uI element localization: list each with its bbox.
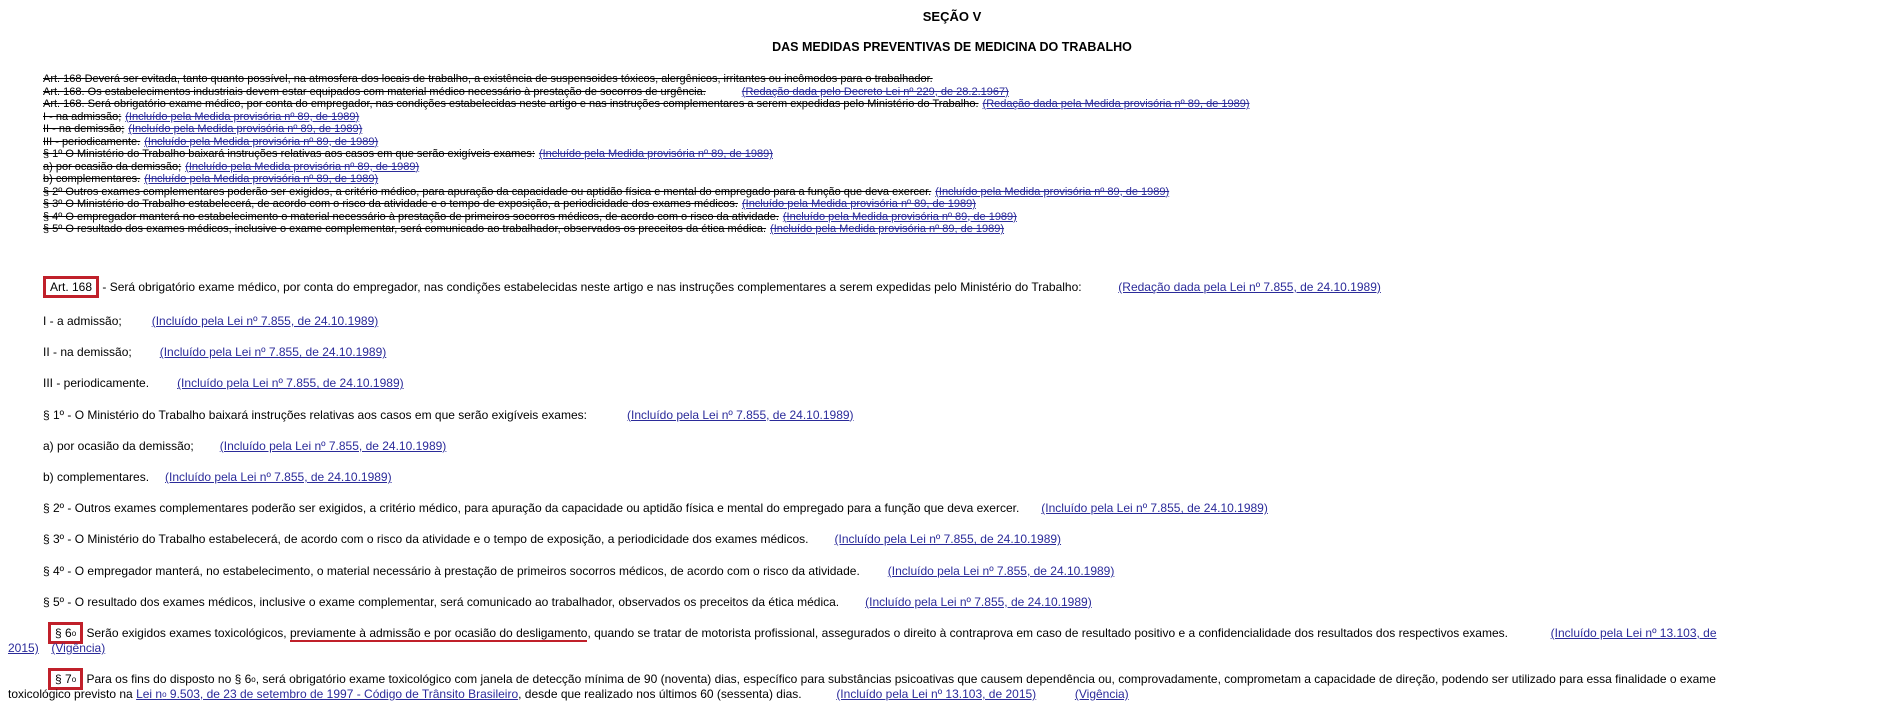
- revoked-text: III - periodicamente.: [43, 135, 141, 148]
- paragraph-6-highlight: previamente à admissão e por ocasião do desligamento: [289, 626, 588, 640]
- revoked-ref-link[interactable]: (Redação dada pelo Decreto Lei nº 229, de 28.2.1967): [741, 85, 1009, 98]
- paragraph-6: [8, 626, 1896, 656]
- revoked-text: Art. 168. Será obrigatório exame médico, por conta do empregador, nas condições estabelecidas neste artigo e nas instruções complementares a serem expedidas pelo Ministério do Trabalho.: [43, 98, 979, 110]
- revoked-text: Art. 168. Os estabelecimentos industriais devem estar equipados com material médico necessário à prestação de socorros de urgência.: [43, 85, 706, 98]
- current-item-text: b) complementares.: [43, 470, 150, 484]
- current-item-ref-link[interactable]: (Incluído pela Lei nº 7.855, de 24.10.1989): [219, 438, 447, 453]
- revoked-text: b) complementares.: [43, 173, 141, 185]
- current-item: [43, 345, 386, 360]
- current-item-text: § 2º - Outros exames complementares poderão ser exigidos, a critério médico, para apuração da capacidade ou aptidão física e mental do empregado para a função que deva exercer.: [43, 501, 1020, 516]
- paragraph-6-ref-link[interactable]: (Incluído pela Lei nº 13.103, de: [1550, 626, 1717, 640]
- paragraph-7-text-a: Para os fins do disposto no § 6: [86, 672, 252, 686]
- current-item-ref-link[interactable]: (Incluído pela Lei nº 7.855, de 24.10.1989): [834, 532, 1062, 547]
- current-item-ref-link[interactable]: (Incluído pela Lei nº 7.855, de 24.10.1989): [887, 563, 1115, 578]
- paragraph-6-text-a: Serão exigidos exames toxicológicos,: [86, 626, 287, 640]
- article-168-label: Art. 168: [43, 276, 99, 298]
- revoked-ref-link[interactable]: (Incluído pela Medida provisória nº 89, de 1989): [770, 223, 1005, 235]
- revoked-text: § 5º O resultado dos exames médicos, inclusive o exame complementar, será comunicado ao trabalhador, observados os preceitos da ética médica.: [43, 223, 767, 235]
- current-item-ref-link[interactable]: (Incluído pela Lei nº 7.855, de 24.10.1989): [151, 314, 379, 328]
- revoked-text: § 4º O empregador manterá no estabelecimento o material necessário à prestação de primeiros socorros médicos, de acordo com o risco da atividade.: [43, 210, 779, 223]
- revoked-text: § 2º Outros exames complementares poderão ser exigidos, a critério médico, para apuração da capacidade ou aptidão física e mental do empregado para a função que deva exercer.: [43, 185, 932, 198]
- revoked-text: § 3º O Ministério do Trabalho estabelecerá, de acordo com o risco da atividade e o tempo de exposição, a periodicidade dos exames médicos.: [43, 198, 738, 210]
- revoked-ref-link[interactable]: (Incluído pela Medida provisória nº 89, de 1989): [144, 135, 379, 148]
- current-item-ref-link[interactable]: (Incluído pela Lei nº 7.855, de 24.10.1989): [626, 407, 854, 422]
- revoked-ref-link[interactable]: (Incluído pela Medida provisória nº 89, de 1989): [935, 185, 1170, 198]
- paragraph-7-text-d: , desde que realizado nos últimos 60 (sessenta) dias.: [518, 687, 802, 701]
- revoked-ref-link[interactable]: (Incluído pela Medida provisória nº 89, de 1989): [782, 210, 1017, 223]
- paragraph-6-label: § 6$^o$: [48, 622, 83, 644]
- article-168-current: [43, 280, 1381, 295]
- revoked-ref-link[interactable]: (Incluído pela Medida provisória nº 89, de 1989): [144, 173, 379, 185]
- revoked-ref-link[interactable]: (Incluído pela Medida provisória nº 89, de 1989): [185, 160, 420, 173]
- current-item: [43, 501, 1268, 516]
- current-item-ref-link[interactable]: (Incluído pela Lei nº 7.855, de 24.10.1989): [165, 470, 392, 484]
- section-heading: SEÇÃO V: [922, 9, 982, 24]
- current-item: [43, 595, 1092, 610]
- current-item-text: I - a admissão;: [43, 314, 122, 328]
- revoked-line: [43, 222, 1004, 236]
- revoked-text: § 1º O Ministério do Trabalho baixará instruções relativas aos casos em que serão exigíveis exames:: [43, 148, 535, 160]
- ctb-law-link[interactable]: Lei $n^o$ 9.503, de 23 de setembro de 1997 - Código de Trânsito Brasileiro: [136, 687, 519, 701]
- article-168-text: - Será obrigatório exame médico, por conta do empregador, nas condições estabelecidas neste artigo e nas instruções complementares a serem expedidas pelo Ministério do Trabalho:: [102, 280, 1082, 294]
- current-item-text: II - na demissão;: [43, 345, 132, 360]
- current-item: [43, 376, 404, 391]
- paragraph-7-ref-link[interactable]: (Incluído pela Lei nº 13.103, de 2015): [836, 687, 1037, 701]
- current-item-text: § 4º - O empregador manterá, no estabelecimento, o material necessário à prestação de primeiros socorros médicos, de acordo com o risco da atividade.: [43, 563, 860, 578]
- paragraph-6-ref-year-link[interactable]: 2015): [8, 641, 39, 655]
- paragraph-7: § 7$^o$ Para os fins do disposto no § 6$^o$, será obrigatório exame toxicológico com janela de detecção mínima de 90 (noventa) dias, específico para substâncias psicoativas que causem dependência ou, comprovadamente, comprometam a capacidade de direção, podendo ser utilizado para essa finalidade o exame toxicológico previsto na Lei $n^o$ 9.503, de 23 de setembro de 1997 - Código de Trânsito Brasileiro, desde que realizado nos últimos 60 (sessenta) dias. (Incluído pela Lei nº 13.103, de 2015) (Vigência): [8, 672, 1896, 702]
- current-item-text: § 5º - O resultado dos exames médicos, inclusive o exame complementar, será comunicado ao trabalhador, observados os preceitos da ética médica.: [43, 594, 840, 609]
- revoked-text: Art. 168 Deverá ser evitada, tanto quanto possível, na atmosfera dos locais de trabalho, a existência de suspensoides tóxicos, alergênicos, irritantes ou incômodos para o trabalhador.: [43, 73, 933, 85]
- current-item-ref-link[interactable]: (Incluído pela Lei nº 7.855, de 24.10.1989): [159, 345, 387, 360]
- current-item: [43, 470, 392, 485]
- current-item: [43, 532, 1061, 547]
- current-item-ref-link[interactable]: (Incluído pela Lei nº 7.855, de 24.10.1989): [1041, 501, 1268, 516]
- paragraph-6-text-b: , quando se tratar de motorista profissional, assegurados o direito à contraprova em caso de resultado positivo e a confidencialidade dos resultados dos respectivos exames.: [587, 626, 1508, 640]
- current-item-ref-link[interactable]: (Incluído pela Lei nº 7.855, de 24.10.1989): [865, 594, 1092, 609]
- paragraph-7-label: § 7$^o$: [48, 668, 83, 690]
- current-item-text: § 1º - O Ministério do Trabalho baixará instruções relativas aos casos em que serão exigíveis exames:: [43, 407, 587, 422]
- paragraph-7-text-b: , será obrigatório exame toxicológico com janela de detecção mínima de 90 (noventa) dias, específico para substâncias psicoativas que causem dependência ou, comprovadamente, comprometam a capacidade de direção, podendo ser utilizado para essa finalidade o exame: [255, 672, 1716, 686]
- revoked-text: I - na admissão;: [43, 110, 122, 123]
- paragraph-7-text-c: toxicológico previsto na: [8, 687, 133, 701]
- current-item: [43, 314, 378, 329]
- current-item-ref-link[interactable]: (Incluído pela Lei nº 7.855, de 24.10.1989): [177, 376, 404, 391]
- section-title: DAS MEDIDAS PREVENTIVAS DE MEDICINA DO TRABALHO: [772, 40, 1132, 54]
- current-item-text: a) por ocasião da demissão;: [43, 438, 194, 453]
- revoked-ref-link[interactable]: (Incluído pela Medida provisória nº 89, de 1989): [125, 110, 360, 123]
- current-item-text: III - periodicamente.: [43, 376, 150, 391]
- article-168-ref-link[interactable]: (Redação dada pela Lei nº 7.855, de 24.10.1989): [1118, 280, 1381, 294]
- paragraph-7-vigencia-link[interactable]: (Vigência): [1074, 687, 1129, 701]
- revoked-ref-link[interactable]: (Redação dada pela Medida provisória nº 89, de 1989): [982, 98, 1250, 110]
- revoked-ref-link[interactable]: (Incluído pela Medida provisória nº 89, de 1989): [128, 123, 363, 135]
- revoked-text: a) por ocasião da demissão;: [43, 160, 182, 173]
- revoked-text: II - na demissão;: [43, 123, 125, 135]
- revoked-ref-link[interactable]: (Incluído pela Medida provisória nº 89, de 1989): [538, 148, 773, 160]
- current-item: [43, 564, 1114, 579]
- current-item-text: § 3º - O Ministério do Trabalho estabelecerá, de acordo com o risco da atividade e o tempo de exposição, a periodicidade dos exames médicos.: [43, 532, 809, 547]
- paragraph-6-vigencia-link[interactable]: (Vigência): [51, 641, 106, 655]
- current-item: [43, 439, 446, 454]
- revoked-ref-link[interactable]: (Incluído pela Medida provisória nº 89, de 1989): [741, 198, 976, 210]
- current-item: [43, 408, 854, 423]
